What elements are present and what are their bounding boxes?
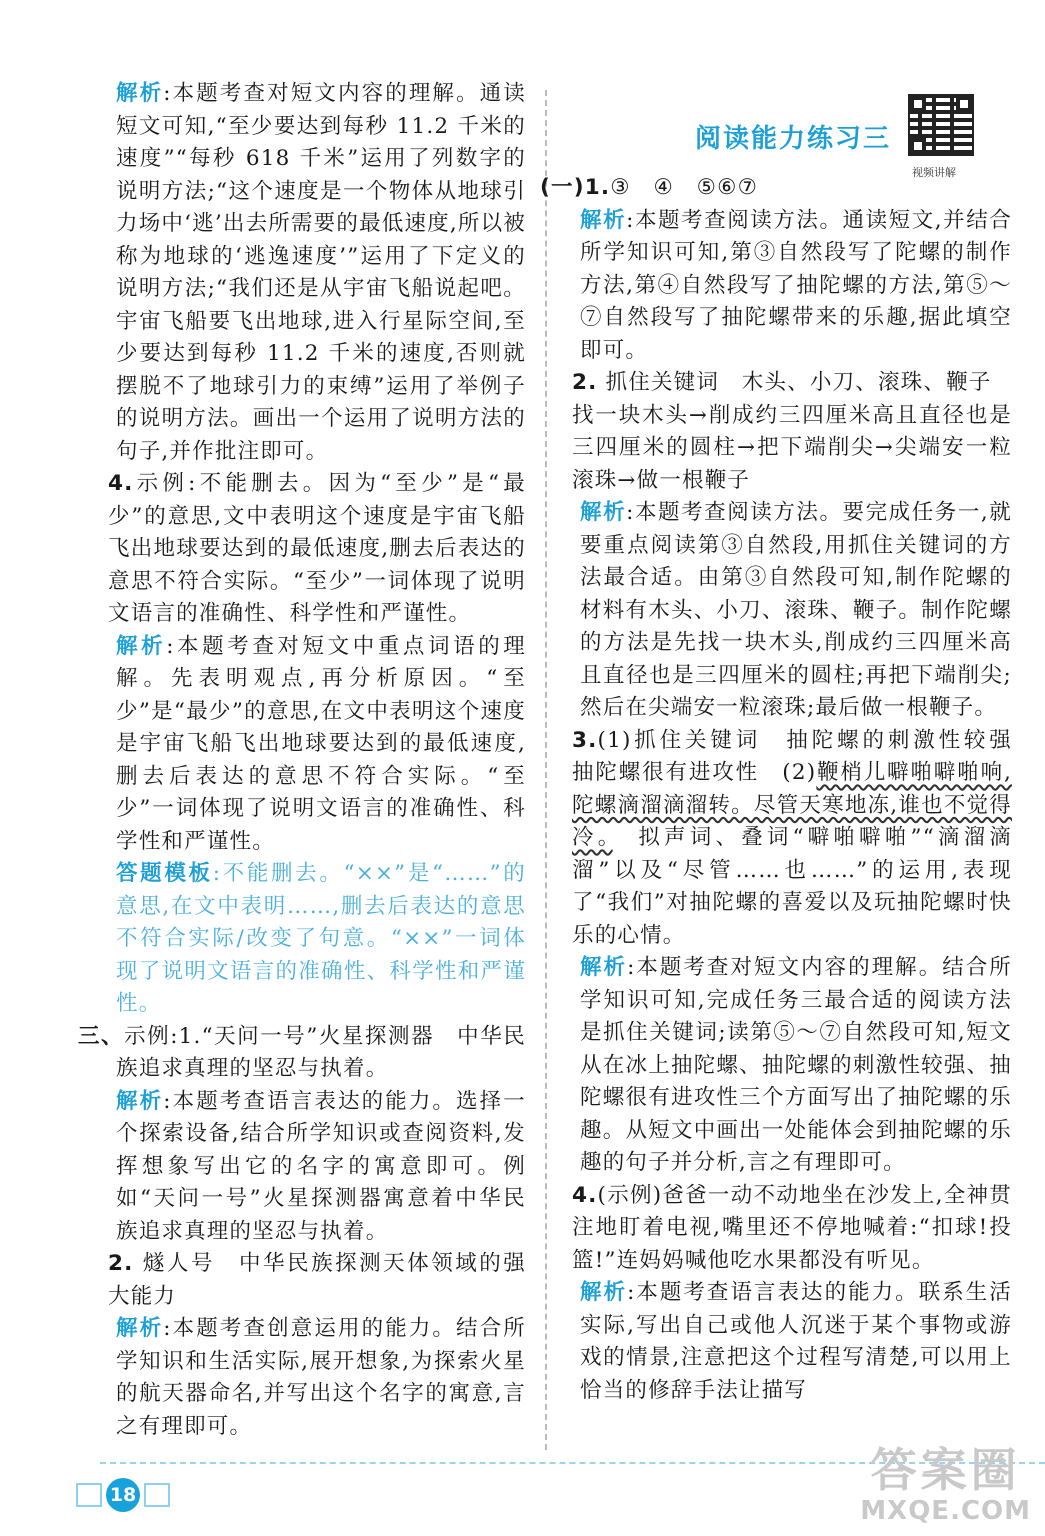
watermark-line-2: MXQE.COM [860,1496,1031,1526]
analysis-paragraph [572,1277,1012,1407]
analysis-paragraph [108,631,526,859]
template-label: 答题模板 [116,861,213,886]
analysis-label: 解析 [580,1280,628,1305]
answer-template [108,858,526,1021]
column-divider [545,90,547,1450]
analysis-label: 解析 [580,955,628,980]
question-2-answer [572,367,1012,400]
section-3-question-1 [78,1021,526,1086]
answer-text: (1)抓住关键词 抽陀螺的刺激性较强 抽陀螺很有进攻性 (2) [572,727,1035,785]
group-1-question-1 [540,172,1012,205]
question-3-answer [572,725,1035,953]
page-number-badge [76,1478,170,1512]
decorative-grid-icon [76,1483,102,1507]
underlined-sentence: 鞭梢儿噼啪噼啪响,陀螺滴溜滴溜转。尽管天寒地冻,谁也不觉得冷。 [572,760,1012,850]
analysis-text: :本题考查语言表达的能力。选择一个探索设备,结合所学知识或查阅资料,发挥想象写出它的名字的寓意即可。例如“天问一号”火星探测器寓意着中华民族追求真理的坚忍与执着。 [116,1088,526,1244]
analysis-label: 解析 [116,81,164,106]
analysis-text: :本题考查对短文内容的理解。结合所学知识可知,完成任务三最合适的阅读方法是抓住关键词;读第⑤～⑦自然段可知,短文从在冰上抽陀螺、抽陀螺的刺激性较强、抽陀螺很有进攻性三个方面写出了抽陀螺的乐趣。从短文中画出一处能体会到抽陀螺的乐趣的句子并分析,言之有理即可。 [580,955,1012,1175]
question-number: 3. [572,727,598,753]
answer-text: 抓住关键词 木头、小刀、滚珠、鞭子 [605,370,992,395]
question-number: 1. [584,175,611,200]
analysis-text: :本题考查对短文中重点词语的理解。先表明观点,再分析原因。“至少”是“最少”的意思,在文中表明这个速度是宇宙飞船飞出地球要达到的最低速度,删去后表达的意思不符合实际。“至少”一词体现了说明文语言的准确性、科学性和严谨性。 [116,633,526,854]
analysis-label: 解析 [580,500,627,525]
template-text: :不能删去。“××”是“……”的意思,在文中表明……,删去后表达的意思不符合实际/改变了句意。“××”一词体现了说明文语言的准确性、科学性和严谨性。 [116,861,526,1016]
answer-text: 燧人号 中华民族探测天体领域的强大能力 [108,1251,527,1309]
answer-text: (示例)爸爸一动不动地坐在沙发上,全神贯注地盯着电视,嘴里还不停地喊着:“扣球!投篮!”连妈妈喊他吃水果都没有听见。 [572,1182,1012,1273]
analysis-text: :本题考查阅读方法。要完成任务一,就要重点阅读第③自然段,用抓住关键词的方法最合适。由第③自然段可知,制作陀螺的材料有木头、小刀、滚珠、鞭子。制作陀螺的方法是先找一块木头,削成约三四厘米高且直径也是三四厘米的圆柱;再把下端削尖;然后在尖端安一粒滚珠;最后做一根鞭子。 [580,500,1012,720]
analysis-paragraph [108,1313,526,1443]
decorative-grid-icon [144,1483,170,1507]
answer-text: 示例:不能删去。因为“至少”是“最少”的意思,文中表明这个速度是宇宙飞船飞出地球要达到的最低速度,删去后表达的意思不符合实际。“至少”一词体现了说明文语言的准确性、科学性和严谨性。 [108,471,526,626]
analysis-label: 解析 [580,207,627,233]
question-2-flow: 找一块木头→削成约三四厘米高且直径也是三四厘米的圆柱→把下端削尖→尖端安一粒滚珠→做一根鞭子 [572,402,1012,493]
watermark-line-1: 答案圈 [870,1443,1021,1497]
analysis-text: :本题考查阅读方法。通读短文,并结合所学知识可知,第③自然段写了陀螺的制作方法,第④自然段写了抽陀螺的方法,第⑤～⑦自然段写了抽陀螺带来的乐趣,据此填空即可。 [580,207,1012,363]
question-number: 2. [572,370,598,395]
analysis-text: :本题考查对短文内容的理解。通读短文可知,“至少要达到每秒 11.2 千米的速度”“每秒 618 千米”运用了列数字的说明方法;“这个速度是一个物体从地球引力场中‘逃’出去所需要的最低速度,所以被称为地球的‘逃逸速度’”运用了下定义的说明方法;“我们还是从宇宙飞船说起吧。宇宙飞船要飞出地球,进入行星际空间,至少要达到每秒 11.2 千米的速度,否则就摆脱不了地球引力的束缚”运用了举例子的说明方法。画出一个运用了说明方法的句子,并作批注即可。 [116,81,527,464]
analysis-text: :本题考查创意运用的能力。结合所学知识和生活实际,展开想象,为探索火星的航天器命名,并写出这个名字的寓意,言之有理即可。 [116,1316,526,1439]
qr-code-icon[interactable] [908,94,974,156]
page-number: 18 [106,1478,140,1512]
answer-text: 示例:1.“天问一号”火星探测器 中华民族追求真理的坚忍与执着。 [116,1023,526,1081]
analysis-paragraph [572,497,1012,725]
question-4-answer [572,1180,1012,1278]
analysis-paragraph [108,1086,526,1249]
section-title: 阅读能力练习三 [695,124,892,154]
analysis-paragraph [572,205,1012,368]
analysis-label: 解析 [116,1316,164,1341]
section-marker: 三、 [78,1023,125,1049]
right-column [540,172,1035,1407]
question-number: 4. [572,1182,598,1208]
group-marker: (一) [540,175,585,200]
qr-caption: 视频讲解 [912,166,956,179]
analysis-paragraph [572,952,1012,1180]
analysis-label: 解析 [116,633,167,659]
analysis-text: :本题考查语言表达的能力。联系生活实际,写出自己或他人沉迷于某个事物或游戏的情景,注意把这个过程写清楚,可以用上恰当的修辞手法让描写 [580,1280,1012,1403]
analysis-label: 解析 [116,1088,164,1114]
question-4-answer [108,468,526,631]
left-column [78,78,527,1443]
answer-text-continued: 拟声词、叠词“噼啪噼啪”“滴溜滴溜”以及“尽管……也……”的运用,表现了“我们”对抽陀螺的喜爱以及玩抽陀螺时快乐的心情。 [572,825,1012,948]
question-number: 4. [108,471,134,496]
answer-text: ③ ④ ⑤⑥⑦ [610,175,759,200]
section-3-question-2 [108,1248,526,1313]
analysis-paragraph [108,78,526,468]
question-number: 2. [108,1251,134,1276]
site-watermark [860,1444,1031,1526]
